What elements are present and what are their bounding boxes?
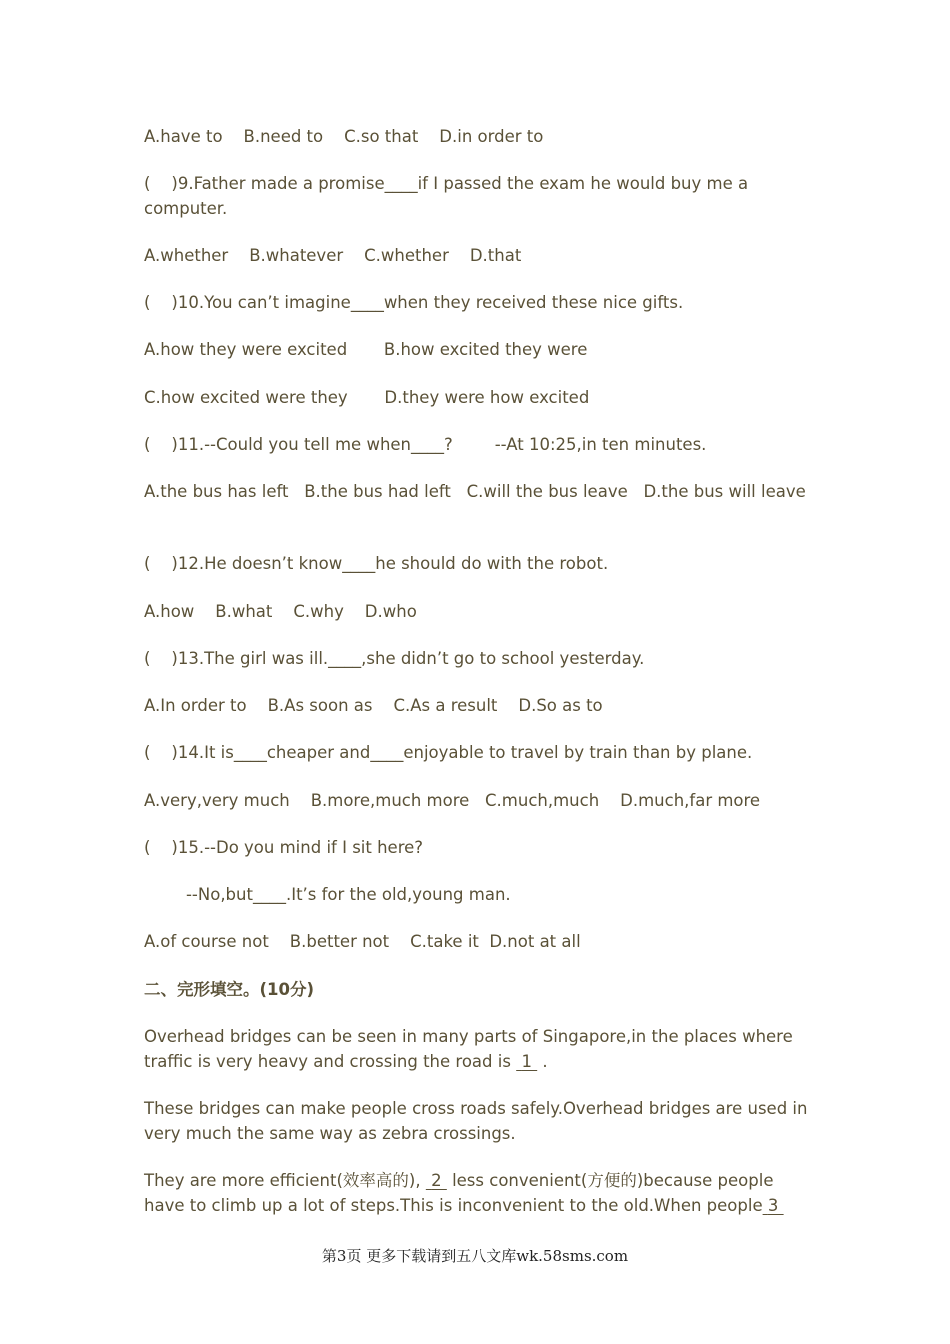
line-16: --No,but____.It’s for the old,young man. [144,885,511,904]
question-13: ( )13.The girl was ill.____,she didn’t go to school yesterday. [144,649,645,668]
question-14: ( )14.It is____cheaper and____enjoyable to travel by train than by plane. [144,743,753,762]
page-footer: 第3页 更多下载请到五八文库wk.58sms.com [321,1247,629,1265]
passage-paragraph-3: They are more efficient(效率高的), 2 less convenient(方便的)because people have to climb up a lot of steps.This is inconvenient to the old.When people 3 [144,1168,809,1218]
question-10: ( )10.You can’t imagine____when they received these nice gifts. [144,293,684,312]
line-10: A.how B.what C.why D.who [144,602,417,621]
blank-2: 2 [425,1171,447,1190]
question-15: ( )15.--Do you mind if I sit here? [144,838,424,857]
passage-paragraph-1: Overhead bridges can be seen in many parts of Singapore,in the places where traffic is very heavy and crossing the road is 1 . [144,1024,809,1074]
passage-paragraph-2: These bridges can make people cross roads safely.Overhead bridges are used in very much the same way as zebra crossings. [144,1099,813,1143]
line-6: C.how excited were they D.they were how excited [144,388,590,407]
line-12: A.In order to B.As soon as C.As a result D.So as to [144,696,603,715]
blank-3: 3 [762,1196,784,1215]
line-17: A.of course not B.better not C.take it D.not at all [144,932,581,951]
question-12: ( )12.He doesn’t know____he should do with the robot. [144,554,609,573]
question-11: ( )11.--Could you tell me when____? --At 10:25,in ten minutes. [144,435,707,454]
line-5: A.how they were excited B.how excited they were [144,340,588,359]
question-9: ( )9.Father made a promise____if I passed the exam he would buy me a computer. [144,174,754,218]
line-14: A.very,very much B.more,much more C.much,much D.much,far more [144,791,761,810]
blank-1: 1 [516,1052,538,1071]
section-heading: 二、完形填空。(10分) [144,980,315,999]
line-3: A.whether B.whatever C.whether D.that [144,246,522,265]
line-8: A.the bus has left B.the bus had left C.will the bus leave D.the bus will leave [144,482,806,501]
line-1: A.have to B.need to C.so that D.in order to [144,127,544,146]
